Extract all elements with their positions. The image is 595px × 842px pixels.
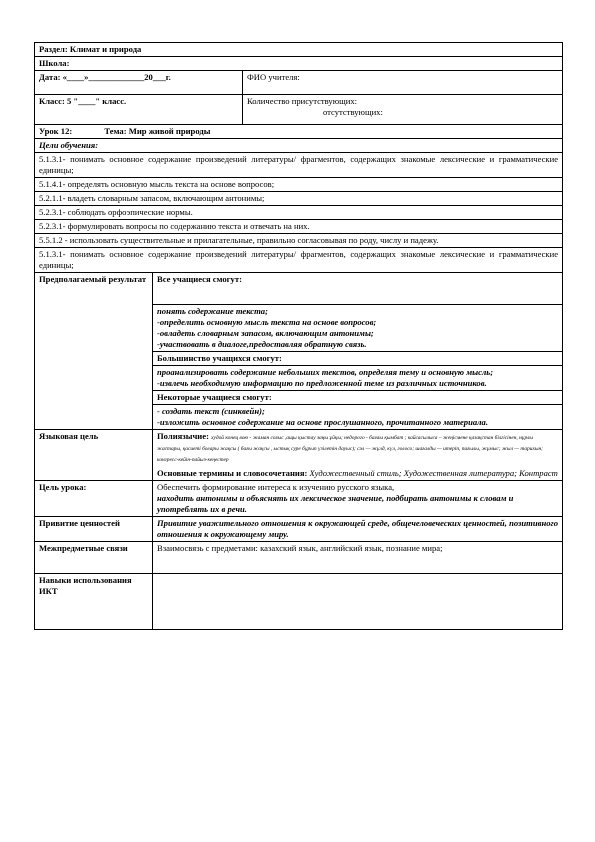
expected-some-head: Некоторые учащиеся смогут: [153,391,563,405]
goal-label: Цель урока: [35,480,153,516]
attendance-absent: отсутствующих: [323,107,383,117]
goal-row [35,480,563,516]
class-field: Класс: 5 "____" класс. [35,95,243,125]
objective-item: 5.2.3.1- соблюдать орфоэпические нормы. [35,206,563,220]
lesson-number: Урок 12: [39,126,73,136]
objective-row [35,153,563,178]
values-label: Привитие ценностей [35,516,153,541]
objective-row [35,248,563,273]
expected-most-head: Большинство учащихся смогут: [153,352,563,366]
lesson-topic: Тема: Мир живой природы [104,126,211,136]
objective-item: 5.2.1.1- владеть словарным запасом, включающим антонимы; [35,192,563,206]
objective-row [35,206,563,220]
objectives-head-row [35,139,563,153]
objective-row [35,234,563,248]
attendance-present: Количество присутствующих: [247,96,358,106]
ict-text [153,573,563,629]
ict-label: Навыки использования ИКТ [35,573,153,629]
goal-line-2: находить антонимы и объяснять их лексическое значение, подбирать антонимы к словам и употреблять их в речи. [157,492,514,514]
expected-all-head-row [35,273,563,305]
teacher-field: ФИО учителя: [243,71,563,95]
objective-item: 5.5.1.2 - использовать существительные и прилагательные, правильно согласовывая по роду, числу и падежу. [35,234,563,248]
language-label: Языковая цель [35,430,153,481]
links-row [35,541,563,573]
objectives-label: Цели обучения: [35,139,563,153]
objective-row [35,178,563,192]
section-row [35,43,563,57]
terms-text: Художественный стиль; Художественная литература; Контраст [309,467,558,478]
attendance-cell [243,95,563,125]
section-title: Раздел: Климат и природа [35,43,563,57]
expected-all-head: Все учащиеся смогут: [153,273,563,305]
list-item: -овладеть словарным запасом, включающим антонимы; [157,328,374,338]
goal-line-1: Обеспечить формирование интереса к изучению русского языка, [157,481,395,492]
terms-head: Основные термины и словосочетания: [157,467,308,478]
list-item: - создать текст (синквейн); [157,406,265,416]
language-row [35,430,563,481]
list-item: понять содержание текста; [157,306,268,316]
ict-row [35,573,563,629]
objective-item: 5.1.3.1- понимать основное содержание произведений литературы/ фрагментов, содержащих знакомые лексические и грамматические единицы; [35,248,563,273]
expected-all-list [153,305,563,352]
list-item: -участвовать в диалоге,предоставляя обратную связь. [157,339,367,349]
date-row [35,71,563,95]
list-item: -определить основную мысль текста на основе вопросов; [157,317,377,327]
objective-row [35,220,563,234]
values-row [35,516,563,541]
objective-item: 5.1.4.1- определять основную мысль текста на основе вопросов; [35,178,563,192]
language-cell [153,430,563,481]
school-row [35,57,563,71]
lesson-plan-page [34,42,562,630]
expected-label: Предполагаемый результат [35,273,153,430]
links-text: Взаимосвязь с предметами: казахский язык, английский язык, познание мира; [153,541,563,573]
lesson-plan-table [34,42,563,630]
list-item: -изложить основное содержание на основе прослушанного, прочитанного материала. [157,417,488,427]
class-row [35,95,563,125]
objective-row [35,192,563,206]
lesson-row [35,125,563,139]
lesson-cell [35,125,563,139]
objective-item: 5.1.3.1- понимать основное содержание произведений литературы/ фрагментов, содержащих знакомые лексические и грамматические единицы; [35,153,563,178]
school-field: Школа: [35,57,563,71]
list-item: проанализировать содержание небольших текстов, определяя тему и основную мысль; [157,367,494,377]
objective-item: 5.2.3.1- формулировать вопросы по содержанию текста и отвечать на них. [35,220,563,234]
date-field: Дата: «____»_____________20___г. [35,71,243,95]
expected-most-list [153,366,563,391]
values-text: Привитие уважительного отношения к окружающей среде, общечеловеческих ценностей, позитивного отношения к окружающему миру. [153,516,563,541]
vocab-text: худой конец вою - жаман соғыс ,ащы қыстау заңы ұйқы; недорого - бағаы қымбат ; кайсасылыса – жеңісмене қазақстан білгісінен, нұрлы жастары, қасиеті болары жақсы ( бағы жақсы , ыстық суре бұрып үзілетін дауыс); сәл — жұлд, күл, голосо; шағалды — итеріп, пиғылы, жұмыс; жыл — тарихын; конгресс-кейін-пайыз-кеңестер [157,435,543,464]
list-item: -извлечь необходимую информацию по предложенной теме из различных источников. [157,378,487,388]
links-label: Межпредметные связи [35,541,153,573]
expected-some-list [153,405,563,430]
goal-cell [153,480,563,516]
vocab-head: Полиязычие: [157,431,209,441]
